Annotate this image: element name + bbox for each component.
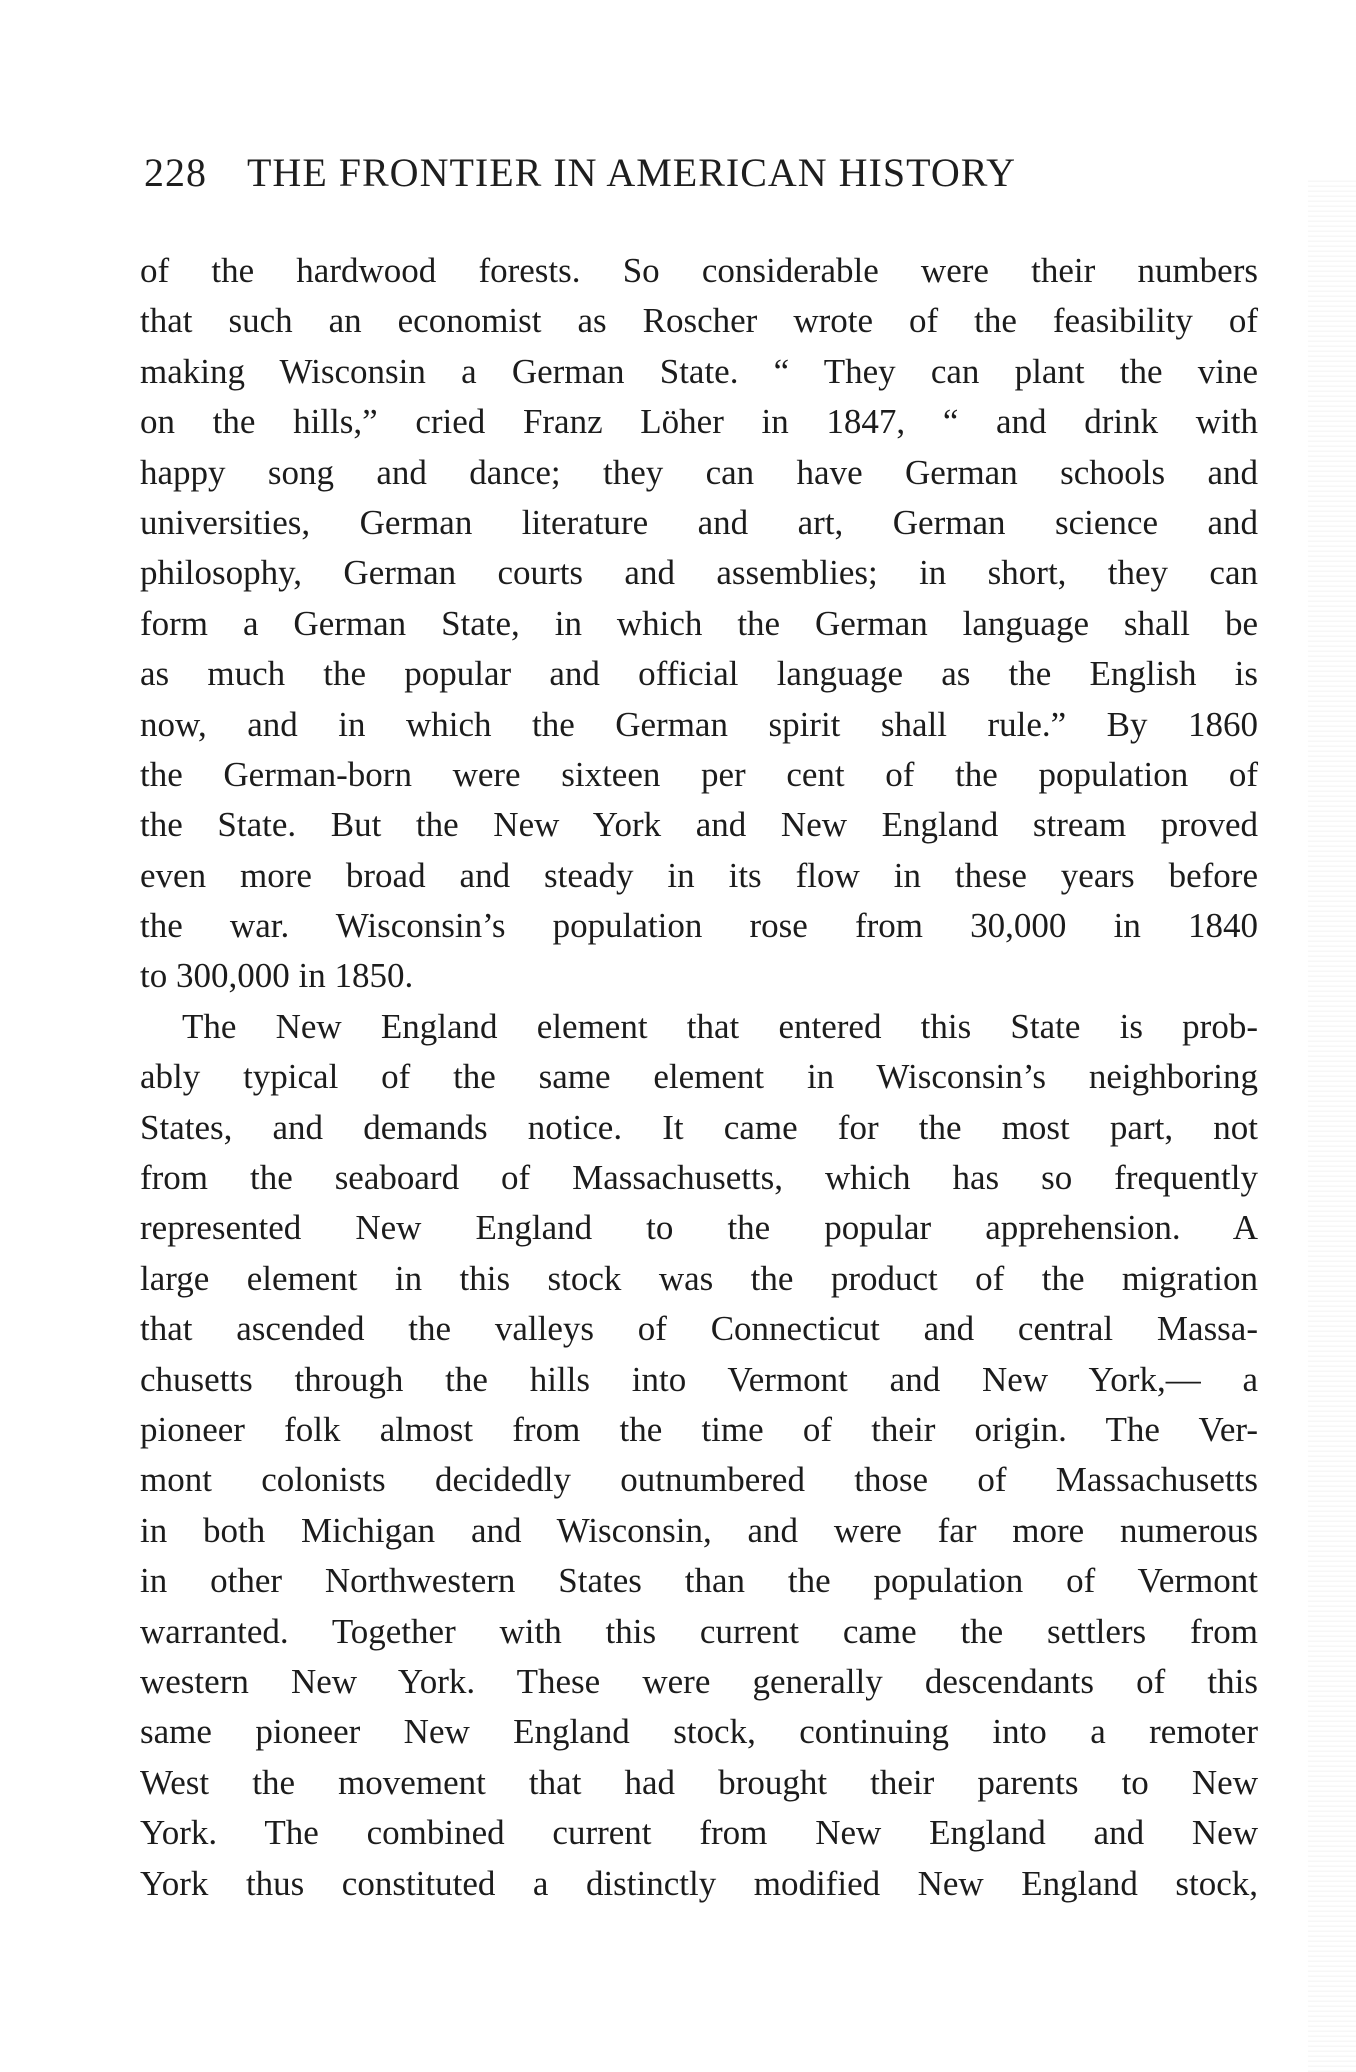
text-line: as much the popular and official language as the English is [140,654,1258,694]
text-line: chusetts through the hills into Vermont and New York,— a [140,1359,1258,1399]
text-line: mont colonists decidedly outnumbered those of Massachusetts [140,1460,1258,1500]
scan-edge-texture [1308,180,1356,2072]
text-line: that such an economist as Roscher wrote of the feasibility of [140,301,1258,341]
text-line: pioneer folk almost from the time of their origin. The Ver- [140,1409,1258,1449]
text-line: in both Michigan and Wisconsin, and were far more numerous [140,1510,1258,1550]
running-title: THE FRONTIER IN AMERICAN HISTORY [247,150,1017,195]
text-line: even more broad and steady in its flow in these years before [140,855,1258,895]
text-line: of the hardwood forests. So considerable were their numbers [140,251,1258,290]
text-line: ably typical of the same element in Wisconsin’s neighboring [140,1057,1258,1097]
text-line: philosophy, German courts and assemblies; in short, they can [140,553,1258,593]
text-line: now, and in which the German spirit shall rule.” By 1860 [140,704,1258,744]
text-line: West the movement that had brought their parents to New [140,1762,1258,1802]
text-line: warranted. Together with this current came the settlers from [140,1611,1258,1651]
text-line: western New York. These were generally descendants of this [140,1661,1258,1701]
text-line: same pioneer New England stock, continuing into a remoter [140,1712,1258,1752]
body-text [140,246,1258,1909]
text-line: large element in this stock was the product of the migration [140,1258,1258,1298]
text-line: York thus constituted a distinctly modified New England stock, [140,1863,1258,1903]
page-number: 228 [144,150,207,195]
text-line: on the hills,” cried Franz Löher in 1847, “ and drink with [140,402,1258,442]
text-line: universities, German literature and art, German science and [140,502,1258,542]
text-line: the State. But the New York and New England stream proved [140,805,1258,845]
text-line: the German-born were sixteen per cent of the population of [140,754,1258,794]
text-line: States, and demands notice. It came for the most part, not [140,1107,1258,1147]
paragraph-2 [140,1002,1258,1909]
text-line: to 300,000 in 1850. [140,956,414,996]
text-line: that ascended the valleys of Connecticut and central Massa- [140,1309,1258,1349]
text-line: form a German State, in which the German language shall be [140,603,1258,643]
paragraph-1 [140,246,1258,1002]
text-line: The New England element that entered this State is prob- [182,1006,1258,1046]
text-line: happy song and dance; they can have German schools and [140,452,1258,492]
text-line: making Wisconsin a German State. “ They can plant the vine [140,351,1258,391]
running-head [144,150,1244,196]
text-line: represented New England to the popular apprehension. A [140,1208,1258,1248]
text-line: in other Northwestern States than the population of Vermont [140,1561,1258,1601]
text-line: from the seaboard of Massachusetts, which has so frequently [140,1158,1258,1198]
text-line: the war. Wisconsin’s population rose from 30,000 in 1840 [140,906,1258,946]
text-line: York. The combined current from New England and New [140,1813,1258,1853]
